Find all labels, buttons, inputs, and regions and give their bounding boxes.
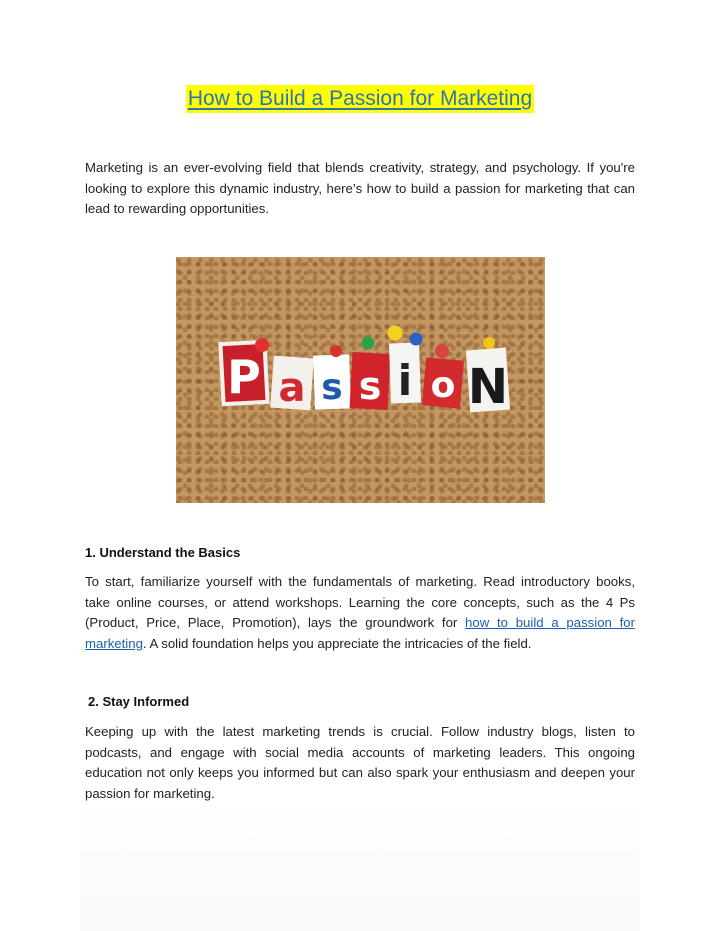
letter-s2: s bbox=[358, 364, 382, 408]
passion-letters-illustration bbox=[176, 257, 545, 503]
letter-card-o bbox=[422, 357, 464, 408]
letter-o: o bbox=[430, 365, 456, 406]
push-pin-blue bbox=[410, 333, 423, 346]
push-pin-yellow bbox=[388, 326, 403, 341]
letter-s1: s bbox=[321, 367, 343, 408]
section-heading-stay-informed: 2. Stay Informed bbox=[88, 694, 190, 709]
title-container bbox=[0, 85, 720, 113]
section-heading-basics: 1. Understand the Basics bbox=[85, 545, 241, 560]
section-paragraph-basics bbox=[85, 572, 635, 654]
letter-card-s1 bbox=[313, 354, 351, 409]
push-pin-red-3 bbox=[435, 344, 449, 358]
letter-a: a bbox=[278, 365, 306, 411]
push-pin-red bbox=[255, 338, 269, 352]
letter-p: P bbox=[227, 350, 261, 404]
letter-n: N bbox=[467, 359, 509, 415]
basics-text-end: . A solid foundation helps you appreciate the intricacies of the field. bbox=[142, 635, 532, 651]
page-title: How to Build a Passion for Marketing bbox=[186, 85, 534, 113]
section-paragraph-stay-informed: Keeping up with the latest marketing trends is crucial. Follow industry blogs, listen to podcasts, and engage with social media accounts of marketing leaders. This ongoing education not only keeps you informed but can also spark your enthusiasm and deepen your passion for marketing. bbox=[85, 724, 635, 801]
push-pin-red-2 bbox=[330, 345, 342, 357]
letter-i: i bbox=[397, 356, 413, 405]
passion-corkboard-image bbox=[176, 257, 545, 503]
letter-card-i bbox=[389, 342, 421, 405]
push-pin-yellow-2 bbox=[483, 337, 495, 349]
letter-card-n bbox=[466, 348, 510, 415]
basics-text-start: To start, familiarize yourself with the fundamentals of marketing. Read introductory books, take online courses, or attend workshops. Learning the core concepts, such as the 4 Ps (Product, Price, Place, Promotion), lays the groundwork for bbox=[85, 574, 635, 630]
page-bottom-shade bbox=[80, 800, 640, 931]
push-pin-green bbox=[362, 337, 375, 350]
intro-paragraph: Marketing is an ever-evolving field that blends creativity, strategy, and psychology. If you're looking to explore this dynamic industry, here’s how to build a passion for marketing that can lead to rewarding opportunities. bbox=[85, 160, 635, 216]
letter-card-a bbox=[270, 356, 314, 411]
passion-for-marketing-link[interactable]: how to build a passion for marketing bbox=[85, 615, 635, 651]
letter-card-s2 bbox=[350, 352, 391, 410]
